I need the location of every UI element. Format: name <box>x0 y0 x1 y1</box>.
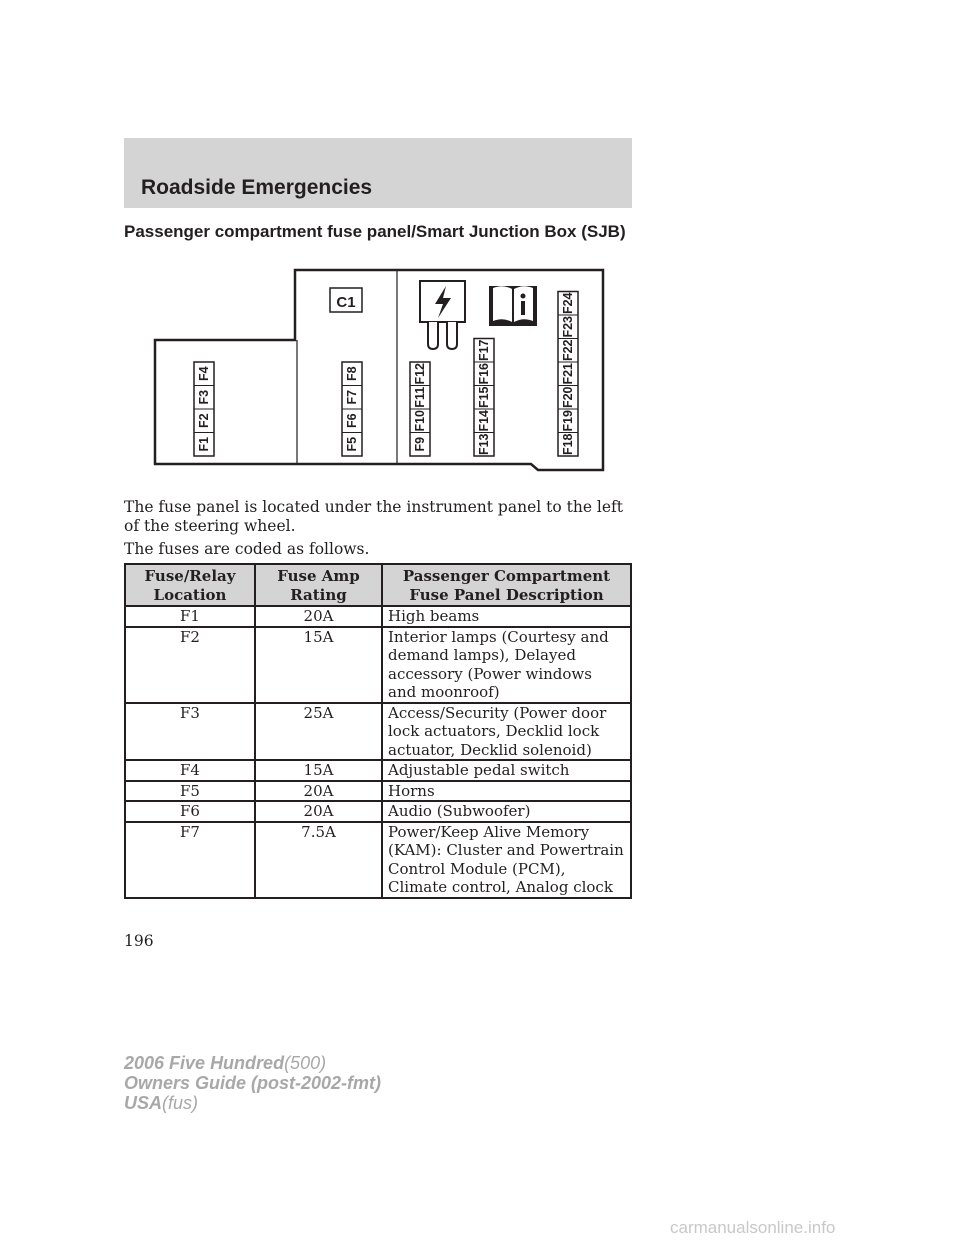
fuse-rating: 20A <box>255 801 382 822</box>
fuse-location: F5 <box>125 781 255 802</box>
fuse-label-f17: F17 <box>477 339 491 362</box>
fuse-rating: 25A <box>255 703 382 761</box>
fuse-label-f19: F19 <box>561 409 575 432</box>
fuse-location: F3 <box>125 703 255 761</box>
fuse-location: F6 <box>125 801 255 822</box>
c1-connector-label: C1 <box>336 294 356 311</box>
fuse-label-f3: F3 <box>197 389 211 405</box>
fuse-description: Access/Security (Power door lock actuators, Decklid lock actuator, Decklid solenoid) <box>382 703 631 761</box>
fuse-label-f6: F6 <box>345 413 359 429</box>
table-header-row <box>125 564 631 606</box>
fuse-label-f13: F13 <box>477 433 491 456</box>
footer-model: 2006 Five Hundred <box>124 1053 285 1073</box>
fuse-rating: 7.5A <box>255 822 382 898</box>
fuse-panel-heading: Passenger compartment fuse panel/Smart Junction Box (SJB) <box>124 222 626 241</box>
table-row <box>125 627 631 703</box>
fuse-location: F2 <box>125 627 255 703</box>
fuse-relay-icon <box>420 281 465 349</box>
fuse-description: Power/Keep Alive Memory (KAM): Cluster and Powertrain Control Module (PCM), Climate control, Analog clock <box>382 822 631 898</box>
table-row <box>125 822 631 898</box>
fuse-panel-diagram <box>150 266 610 476</box>
fuse-label-f16: F16 <box>477 362 491 385</box>
fuse-label-f9: F9 <box>413 436 427 452</box>
table-row <box>125 703 631 761</box>
fuse-label-f24: F24 <box>561 292 575 315</box>
fuse-description: Interior lamps (Courtesy and demand lamps), Delayed accessory (Power windows and moonroof) <box>382 627 631 703</box>
fuse-label-f7: F7 <box>345 389 359 405</box>
fuse-label-f5: F5 <box>345 436 359 452</box>
table-row <box>125 801 631 822</box>
fuse-location: F1 <box>125 606 255 627</box>
document-footer <box>124 1053 381 1113</box>
fuse-table <box>124 563 632 899</box>
fuse-rating: 20A <box>255 606 382 627</box>
owner-manual-icon <box>489 286 537 326</box>
fuse-label-f15: F15 <box>477 386 491 409</box>
fuse-label-f18: F18 <box>561 433 575 456</box>
section-title: Roadside Emergencies <box>141 176 373 199</box>
fuse-label-f2: F2 <box>197 413 211 429</box>
fuse-label-f1: F1 <box>197 436 211 452</box>
fuse-label-f20: F20 <box>561 386 575 409</box>
fuse-rating: 15A <box>255 760 382 781</box>
page-number: 196 <box>124 932 154 950</box>
table-row <box>125 781 631 802</box>
fuse-label-f12: F12 <box>413 362 427 385</box>
location-paragraph: The fuse panel is located under the instrument panel to the left of the steering wheel. <box>124 498 624 535</box>
fuse-location: F4 <box>125 760 255 781</box>
fuse-rating: 20A <box>255 781 382 802</box>
footer-guide: Owners Guide (post-2002-fmt) <box>124 1073 382 1093</box>
fuse-label-f10: F10 <box>413 409 427 432</box>
fuse-description: Audio (Subwoofer) <box>382 801 631 822</box>
col-header-location: Fuse/Relay Location <box>125 564 255 606</box>
fuse-label-f8: F8 <box>345 366 359 382</box>
table-row <box>125 606 631 627</box>
fuse-label-f11: F11 <box>413 386 427 408</box>
fuse-location: F7 <box>125 822 255 898</box>
fuse-description: Horns <box>382 781 631 802</box>
footer-model-code: (500) <box>284 1053 327 1073</box>
table-row <box>125 760 631 781</box>
fuse-description: Adjustable pedal switch <box>382 760 631 781</box>
coding-paragraph: The fuses are coded as follows. <box>124 540 370 558</box>
watermark: carmanualsonline.info <box>670 1218 836 1237</box>
fuse-description: High beams <box>382 606 631 627</box>
footer-market: USA <box>124 1093 163 1113</box>
col-header-rating: Fuse Amp Rating <box>255 564 382 606</box>
fuse-rating: 15A <box>255 627 382 703</box>
fuse-label-f14: F14 <box>477 409 491 432</box>
fuse-label-f4: F4 <box>197 366 211 382</box>
fuse-label-f22: F22 <box>561 339 575 362</box>
col-header-description: Passenger Compartment Fuse Panel Description <box>382 564 631 606</box>
fuse-label-f23: F23 <box>561 315 575 338</box>
footer-market-code: (fus) <box>162 1093 199 1113</box>
fuse-label-f21: F21 <box>561 362 575 385</box>
